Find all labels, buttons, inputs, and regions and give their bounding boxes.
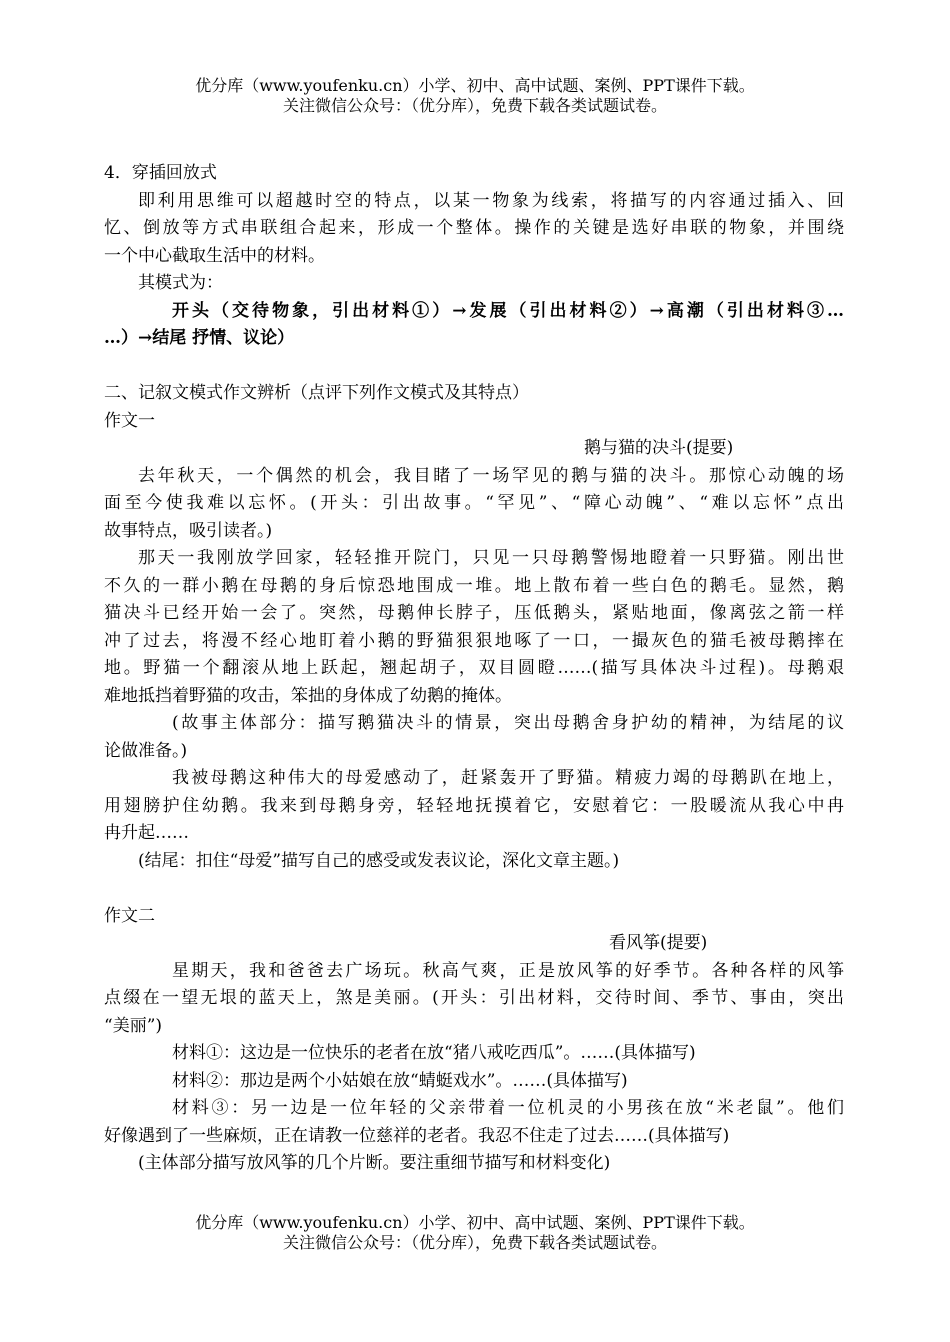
- paragraph-line: 论做准备。): [104, 740, 188, 761]
- essay-title: 看风筝(提要): [609, 933, 708, 953]
- page-header: [0, 76, 950, 116]
- mode-formula-line: 开头（交待物象，引出材料①）→发展（引出材料②）→高潮（引出材料③…: [172, 300, 844, 321]
- essay-label: 作文一: [104, 410, 155, 431]
- footer-line-2: 关注微信公众号：（优分库），免费下载各类试题试卷。: [282, 1233, 667, 1252]
- paragraph-line: 星期天，我和爸爸去广场玩。秋高气爽，正是放风筝的好季节。各种各样的风筝: [172, 960, 844, 981]
- essay-label: 作文二: [104, 905, 155, 926]
- page-footer: [0, 1213, 950, 1253]
- paragraph-line: 猫决斗已经开始一会了。突然，母鹅伸长脖子，压低鹅头，紧贴地面，像离弦之箭一样: [104, 603, 844, 623]
- footer-line-1: 优分库（www.youfenku.cn）小学、初中、高中试题、案例、PPT课件下载。: [195, 1213, 755, 1232]
- paragraph-line: 去年秋天，一个偶然的机会，我目睹了一场罕见的鹅与猫的决斗。那惊心动魄的场: [138, 465, 844, 486]
- paragraph-line: 我被母鹅这种伟大的母爱感动了，赶紧轰开了野猫。精疲力竭的母鹅趴在地上，: [172, 768, 844, 788]
- paragraph-line: 用翅膀护住幼鹅。我来到母鹅身旁，轻轻地抚摸着它，安慰着它：一股暖流从我心中冉: [104, 795, 844, 816]
- paragraph-line: (故事主体部分：描写鹅猫决斗的情景，突出母鹅舍身护幼的精神，为结尾的议: [172, 713, 844, 733]
- paragraph-line: 一个中心截取生活中的材料。: [104, 245, 325, 266]
- paragraph-line: 地。野猫一个翻滚从地上跃起，翘起胡子，双目圆瞪……(描写具体决斗过程)。母鹅艰: [104, 658, 844, 678]
- material-line: 材料①：这边是一位快乐的老者在放“猪八戒吃西瓜”。……(具体描写): [172, 1043, 696, 1063]
- mode-label: 其模式为：: [138, 273, 223, 293]
- section-heading: 4．穿插回放式: [104, 163, 217, 183]
- paragraph-line: 面至今使我难以忘怀。(开头：引出故事。“罕见”、“障心动魄”、“难以忘怀”点出: [104, 493, 844, 513]
- paragraph-line: 冲了过去，将漫不经心地盯着小鹅的野猫狠狠地啄了一口，一撮灰色的猫毛被母鹅摔在: [104, 630, 844, 651]
- paragraph-line: (主体部分描写放风筝的几个片断。要注重细节描写和材料变化): [138, 1153, 611, 1173]
- header-line-2: 关注微信公众号：（优分库），免费下载各类试题试卷。: [282, 96, 667, 115]
- material-line: 材料③：另一边是一位年轻的父亲带着一位机灵的小男孩在放“米老鼠”。他们: [172, 1098, 844, 1118]
- essay-title: 鹅与猫的决斗(提要): [584, 438, 734, 458]
- document-body: [104, 160, 844, 1178]
- paragraph-line: 冉升起……: [104, 823, 189, 843]
- part-heading: 二、记叙文模式作文辨析（点评下列作文模式及其特点）: [104, 383, 529, 403]
- paragraph-line: “美丽”): [104, 1015, 163, 1036]
- paragraph-line: 故事特点，吸引读者。): [104, 520, 273, 541]
- paragraph-line: 忆、倒放等方式串联组合起来，形成一个整体。操作的关键是选好串联的物象，并围绕: [104, 218, 844, 238]
- paragraph-line: 难地抵挡着野猫的攻击，笨拙的身体成了幼鹅的掩体。: [104, 685, 512, 706]
- material-line: 材料②：那边是两个小姑娘在放“蜻蜓戏水”。……(具体描写): [172, 1070, 628, 1091]
- paragraph-line: 那天一我刚放学回家，轻轻推开院门，只见一只母鹅警惕地瞪着一只野猫。刚出世: [138, 548, 844, 568]
- paragraph-line: (结尾：扣住“母爱”描写自己的感受或发表议论，深化文章主题。): [138, 850, 620, 871]
- paragraph-line: 即利用思维可以超越时空的特点，以某一物象为线索，将描写的内容通过插入、回: [138, 190, 844, 211]
- paragraph-line: 不久的一群小鹅在母鹅的身后惊恐地围成一堆。地上散布着一些白色的鹅毛。显然，鹅: [104, 575, 844, 596]
- header-line-1: 优分库（www.youfenku.cn）小学、初中、高中试题、案例、PPT课件下载。: [195, 76, 755, 95]
- paragraph-line: 点缀在一望无垠的蓝天上，煞是美丽。(开头：引出材料，交待时间、季节、事由，突出: [104, 988, 844, 1008]
- material-line: 好像遇到了一些麻烦，正在请教一位慈祥的老者。我忍不住走了过去……(具体描写): [104, 1125, 730, 1146]
- mode-formula-line: …）→结尾 抒情、议论）: [104, 328, 295, 348]
